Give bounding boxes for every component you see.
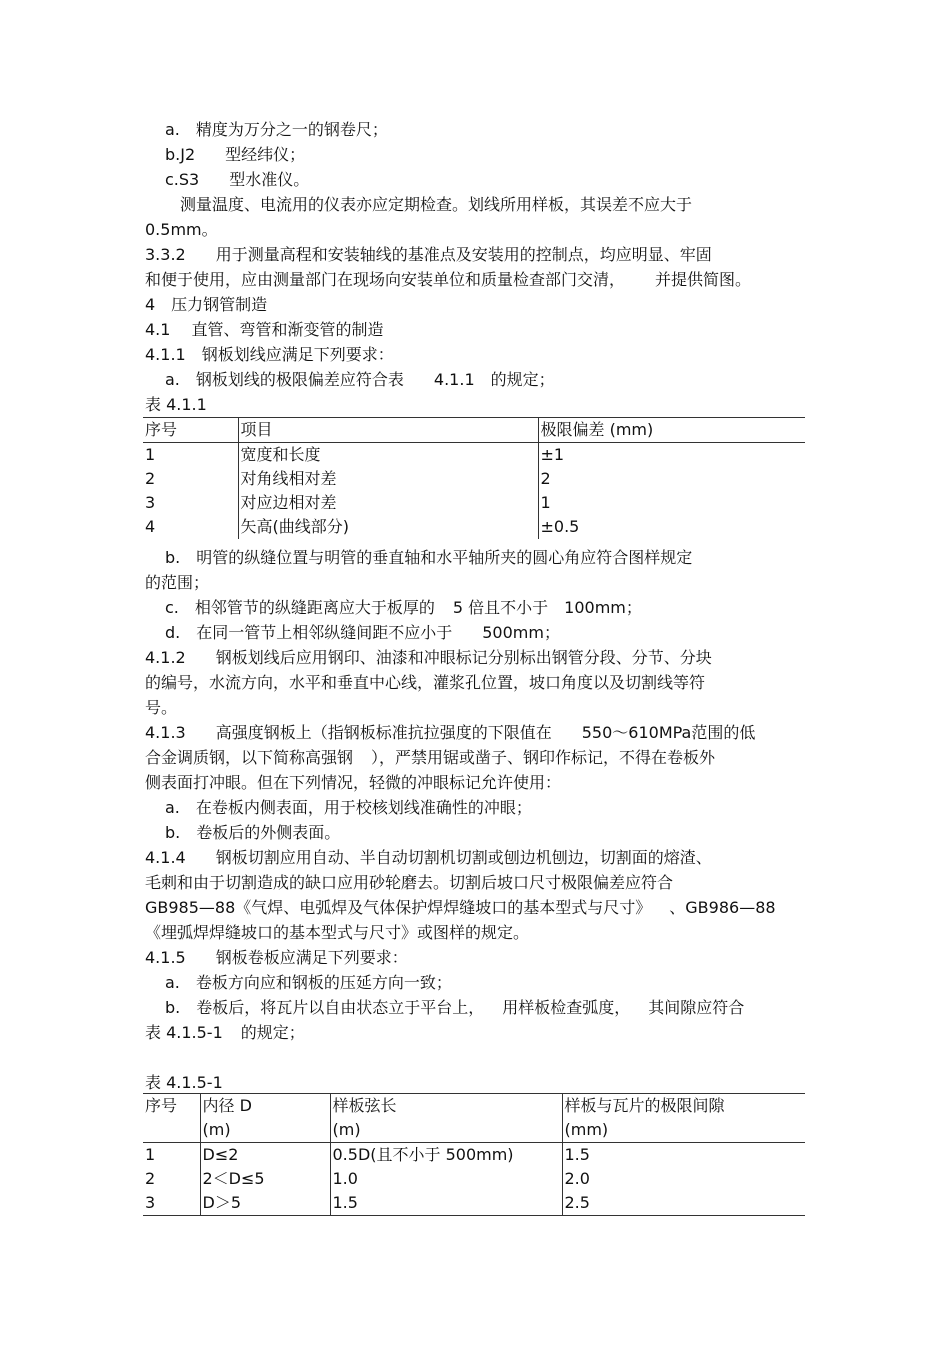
table-row: 4 矢高(曲线部分) ±0.5: [143, 515, 805, 539]
text-line: a. 精度为万分之一的钢卷尺；: [165, 120, 388, 139]
table-header-cell: 序号: [143, 418, 238, 443]
table-4-1-1: [143, 417, 805, 539]
section-4-1-5: 4.1.5 钢板卷板应满足下列要求：: [145, 948, 408, 967]
text-line: b. 明管的纵缝位置与明管的垂直轴和水平轴所夹的圆心角应符合图样规定: [165, 548, 693, 567]
text-line: GB985—88《气焊、电弧焊及气体保护焊焊缝坡口的基本型式与尺寸》 、GB986—88: [145, 898, 776, 917]
table-row: 2 2＜D≤5 1.0 2.0: [143, 1167, 805, 1191]
text-line: 侧表面打冲眼。但在下列情况，轻微的冲眼标记允许使用：: [145, 773, 562, 792]
text-line: 毛刺和由于切割造成的缺口应用砂轮磨去。切割后坡口尺寸极限偏差应符合: [145, 873, 674, 892]
section-4-1-3: 4.1.3 高强度钢板上（指钢板标准抗拉强度的下限值在 550～610MPa范围的低: [145, 723, 756, 742]
text-line: c.S3 型水准仪。: [165, 170, 310, 189]
section-4-1-1: 4.1.1 钢板划线应满足下列要求：: [145, 345, 394, 364]
table-header-row: [143, 418, 805, 443]
section-heading-4: 4 压力钢管制造: [145, 295, 268, 314]
text-line: 的范围；: [145, 573, 210, 592]
text-line: b. 卷板后，将瓦片以自由状态立于平台上， 用样板检查弧度， 其间隙应符合: [165, 998, 745, 1017]
section-4-1-4: 4.1.4 钢板切割应用自动、半自动切割机切割或刨边机刨边，切割面的熔渣、: [145, 848, 712, 867]
table-header-row: 序号 内径 D 样板弦长 样板与瓦片的极限间隙: [143, 1094, 805, 1119]
table-caption: 表 4.1.5-1: [145, 1073, 223, 1092]
text-line: 测量温度、电流用的仪表亦应定期检查。划线所用样板，其误差不应大于: [180, 195, 693, 214]
table-caption: 表 4.1.1: [145, 395, 207, 414]
table-row: 1 宽度和长度 ±1: [143, 443, 805, 468]
table-row: 3 对应边相对差 1: [143, 491, 805, 515]
text-line: c. 相邻管节的纵缝距离应大于板厚的 5 倍且不小于 100mm；: [165, 598, 642, 617]
text-line: a. 钢板划线的极限偏差应符合表 4.1.1 的规定；: [165, 370, 555, 389]
section-heading-4-1: 4.1 直管、弯管和渐变管的制造: [145, 320, 384, 339]
text-line: 号。: [145, 698, 178, 717]
text-line: b. 卷板后的外侧表面。: [165, 823, 341, 842]
text-line: a. 在卷板内侧表面，用于校核划线准确性的冲眼；: [165, 798, 532, 817]
table-row: 3 D＞5 1.5 2.5: [143, 1191, 805, 1216]
table-header-cell: 项目: [238, 418, 538, 443]
table-4-1-5-1: [143, 1093, 805, 1216]
text-line: 《埋弧焊焊缝坡口的基本型式与尺寸》或图样的规定。: [145, 923, 530, 942]
text-line: 的编号，水流方向，水平和垂直中心线，灌浆孔位置，坡口角度以及切割线等符: [145, 673, 706, 692]
text-line: d. 在同一管节上相邻纵缝间距不应小于 500mm；: [165, 623, 560, 642]
table-header-row: (m) (m) (mm): [143, 1118, 805, 1143]
table-header-cell: 极限偏差 (mm): [538, 418, 805, 443]
text-line: 和便于使用，应由测量部门在现场向安装单位和质量检查部门交清， 并提供简图。: [145, 270, 752, 289]
section-3-3-2: 3.3.2 用于测量高程和安装轴线的基准点及安装用的控制点，均应明显、牢固: [145, 245, 712, 264]
text-line: 合金调质钢，以下简称高强钢 ），严禁用锯或凿子、钢印作标记，不得在卷板外: [145, 748, 716, 767]
text-line: 表 4.1.5-1 的规定；: [145, 1023, 305, 1042]
table-row: 2 对角线相对差 2: [143, 467, 805, 491]
text-line: a. 卷板方向应和钢板的压延方向一致；: [165, 973, 452, 992]
text-line: b.J2 型经纬仪；: [165, 145, 306, 164]
table-row: 1 D≤2 0.5D(且不小于 500mm) 1.5: [143, 1143, 805, 1168]
text-line: 0.5mm。: [145, 220, 218, 239]
section-4-1-2: 4.1.2 钢板划线后应用钢印、油漆和冲眼标记分别标出钢管分段、分节、分块: [145, 648, 712, 667]
